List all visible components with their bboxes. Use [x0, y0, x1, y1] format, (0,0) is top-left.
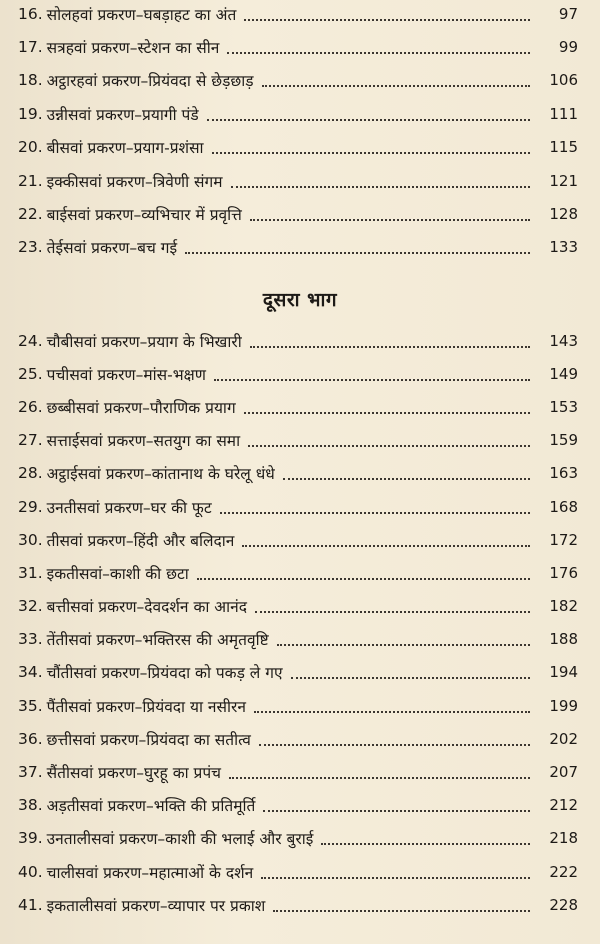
dot-leader [262, 85, 530, 87]
entry-page-number: 212 [549, 796, 578, 815]
entry-title: बत्तीसवां प्रकरण–देवदर्शन का आनंद [46, 598, 247, 617]
dot-leader [220, 512, 530, 514]
entry-number: 30. [18, 530, 43, 549]
entry-title: बाईसवां प्रकरण–व्यभिचार में प्रवृत्ति [46, 206, 242, 225]
toc-entry [18, 556, 578, 589]
toc-entry [18, 131, 578, 164]
toc-entry [18, 457, 578, 490]
dot-leader [254, 711, 530, 713]
entry-title: अट्ठाईसवां प्रकरण–कांतानाथ के घरेलू धंधे [46, 465, 275, 484]
toc-entry [18, 490, 578, 523]
toc-entry [18, 424, 578, 457]
entry-number: 32. [18, 597, 43, 616]
entry-title: इकतालीसवां प्रकरण–व्यापार पर प्रकाश [46, 896, 266, 915]
entry-number: 27. [18, 431, 43, 450]
toc-entry [18, 197, 578, 230]
entry-title: बीसवां प्रकरण–प्रयाग-प्रशंसा [46, 139, 204, 158]
entry-title: उनतीसवां प्रकरण–घर की फूट [46, 498, 212, 517]
dot-leader [277, 644, 530, 646]
toc-entry [18, 656, 578, 689]
entry-title: छत्तीसवां प्रकरण–प्रियंवदा का सतीत्व [46, 730, 251, 749]
entry-title: तेईसवां प्रकरण–बच गई [46, 239, 178, 258]
toc-entry [18, 722, 578, 755]
toc-entry [18, 822, 578, 855]
entry-page-number: 97 [558, 4, 578, 23]
entry-number: 36. [18, 729, 43, 748]
entry-title: सोलहवां प्रकरण–घबड़ाहट का अंत [46, 5, 237, 24]
entry-number: 29. [18, 497, 43, 516]
entry-number: 38. [18, 796, 43, 815]
entry-title: चौबीसवां प्रकरण–प्रयाग के भिखारी [46, 332, 242, 351]
entry-page-number: 202 [549, 729, 578, 748]
entry-number: 22. [18, 205, 43, 224]
entry-number: 26. [18, 397, 43, 416]
entry-title: अड़तीसवां प्रकरण–भक्ति की प्रतिमूर्ति [46, 797, 256, 816]
entry-page-number: 115 [549, 138, 578, 157]
entry-title: छब्बीसवां प्रकरण–पौराणिक प्रयाग [46, 398, 236, 417]
entry-title: सैंतीसवां प्रकरण–घुरहू का प्रपंच [46, 764, 222, 783]
entry-number: 25. [18, 364, 43, 383]
entry-page-number: 99 [558, 38, 578, 57]
dot-leader [244, 19, 530, 21]
contents-part-two [18, 324, 578, 921]
entry-title: तीसवां प्रकरण–हिंदी और बलिदान [46, 531, 235, 550]
dot-leader [231, 186, 530, 188]
entry-title: पैंतीसवां प्रकरण–प्रियंवदा या नसीरन [46, 697, 246, 716]
entry-page-number: 172 [549, 530, 578, 549]
entry-title: चौंतीसवां प्रकरण–प्रियंवदा को पकड़ ले गए [46, 664, 283, 683]
entry-page-number: 111 [549, 104, 578, 123]
toc-entry [18, 357, 578, 390]
dot-leader [227, 52, 530, 54]
entry-number: 41. [18, 895, 43, 914]
dot-leader [197, 578, 530, 580]
entry-number: 34. [18, 663, 43, 682]
entry-page-number: 182 [549, 597, 578, 616]
dot-leader [207, 119, 530, 121]
dot-leader [248, 445, 530, 447]
dot-leader [273, 910, 530, 912]
dot-leader [229, 777, 530, 779]
entry-page-number: 128 [549, 205, 578, 224]
entry-title: सत्ताईसवां प्रकरण–सतयुग का समा [46, 432, 241, 451]
toc-entry [18, 0, 578, 30]
entry-number: 24. [18, 331, 43, 350]
toc-entry [18, 888, 578, 921]
dot-leader [242, 545, 530, 547]
entry-page-number: 168 [549, 497, 578, 516]
toc-entry [18, 97, 578, 130]
toc-entry [18, 623, 578, 656]
toc-entry [18, 590, 578, 623]
dot-leader [250, 346, 530, 348]
dot-leader [250, 219, 530, 221]
toc-entry [18, 689, 578, 722]
entry-page-number: 228 [549, 895, 578, 914]
dot-leader [283, 478, 530, 480]
entry-title: उनतालीसवां प्रकरण–काशी की भलाई और बुराई [46, 830, 314, 849]
dot-leader [214, 379, 530, 381]
entry-title: अट्ठारहवां प्रकरण–प्रियंवदा से छेड़छाड़ [46, 72, 254, 91]
entry-title: इक्कीसवां प्रकरण–त्रिवेणी संगम [46, 172, 223, 191]
entry-page-number: 121 [549, 171, 578, 190]
entry-page-number: 176 [549, 563, 578, 582]
toc-entry [18, 855, 578, 888]
entry-page-number: 106 [549, 71, 578, 90]
dot-leader [261, 877, 530, 879]
entry-number: 35. [18, 696, 43, 715]
toc-entry [18, 789, 578, 822]
contents-part-one [18, 0, 578, 264]
entry-title: सत्रहवां प्रकरण–स्टेशन का सीन [46, 39, 220, 58]
entry-number: 18. [18, 71, 43, 90]
entry-number: 23. [18, 238, 43, 257]
dot-leader [263, 810, 530, 812]
entry-page-number: 218 [549, 829, 578, 848]
entry-page-number: 133 [549, 238, 578, 257]
toc-entry [18, 231, 578, 264]
entry-title: उन्नीसवां प्रकरण–प्रयागी पंडे [46, 105, 199, 124]
entry-title: पचीसवां प्रकरण–मांस-भक्षण [46, 365, 206, 384]
entry-page-number: 149 [549, 364, 578, 383]
entry-page-number: 188 [549, 630, 578, 649]
entry-number: 28. [18, 464, 43, 483]
toc-entry [18, 64, 578, 97]
entry-number: 37. [18, 763, 43, 782]
part-two-heading: दूसरा भाग [262, 289, 338, 311]
entry-page-number: 194 [549, 663, 578, 682]
toc-entry [18, 30, 578, 63]
entry-number: 19. [18, 104, 43, 123]
entry-number: 31. [18, 563, 43, 582]
entry-number: 17. [18, 38, 43, 57]
entry-page-number: 199 [549, 696, 578, 715]
dot-leader [259, 744, 530, 746]
entry-number: 20. [18, 138, 43, 157]
entry-page-number: 207 [549, 763, 578, 782]
dot-leader [291, 677, 530, 679]
entry-page-number: 159 [549, 431, 578, 450]
entry-page-number: 222 [549, 862, 578, 881]
toc-entry [18, 390, 578, 423]
entry-number: 16. [18, 4, 43, 23]
entry-page-number: 143 [549, 331, 578, 350]
toc-entry [18, 164, 578, 197]
toc-entry [18, 523, 578, 556]
entry-number: 33. [18, 630, 43, 649]
entry-title: चालीसवां प्रकरण–महात्माओं के दर्शन [46, 863, 254, 882]
toc-entry [18, 755, 578, 788]
dot-leader [244, 412, 530, 414]
dot-leader [255, 611, 530, 613]
toc-entry [18, 324, 578, 357]
entry-number: 40. [18, 862, 43, 881]
entry-page-number: 153 [549, 397, 578, 416]
entry-page-number: 163 [549, 464, 578, 483]
entry-title: तेंतीसवां प्रकरण–भक्तिरस की अमृतवृष्टि [46, 631, 269, 650]
dot-leader [212, 152, 530, 154]
entry-number: 21. [18, 171, 43, 190]
entry-number: 39. [18, 829, 43, 848]
entry-title: इकतीसवां–काशी की छटा [46, 564, 189, 583]
dot-leader [185, 252, 530, 254]
dot-leader [321, 843, 530, 845]
